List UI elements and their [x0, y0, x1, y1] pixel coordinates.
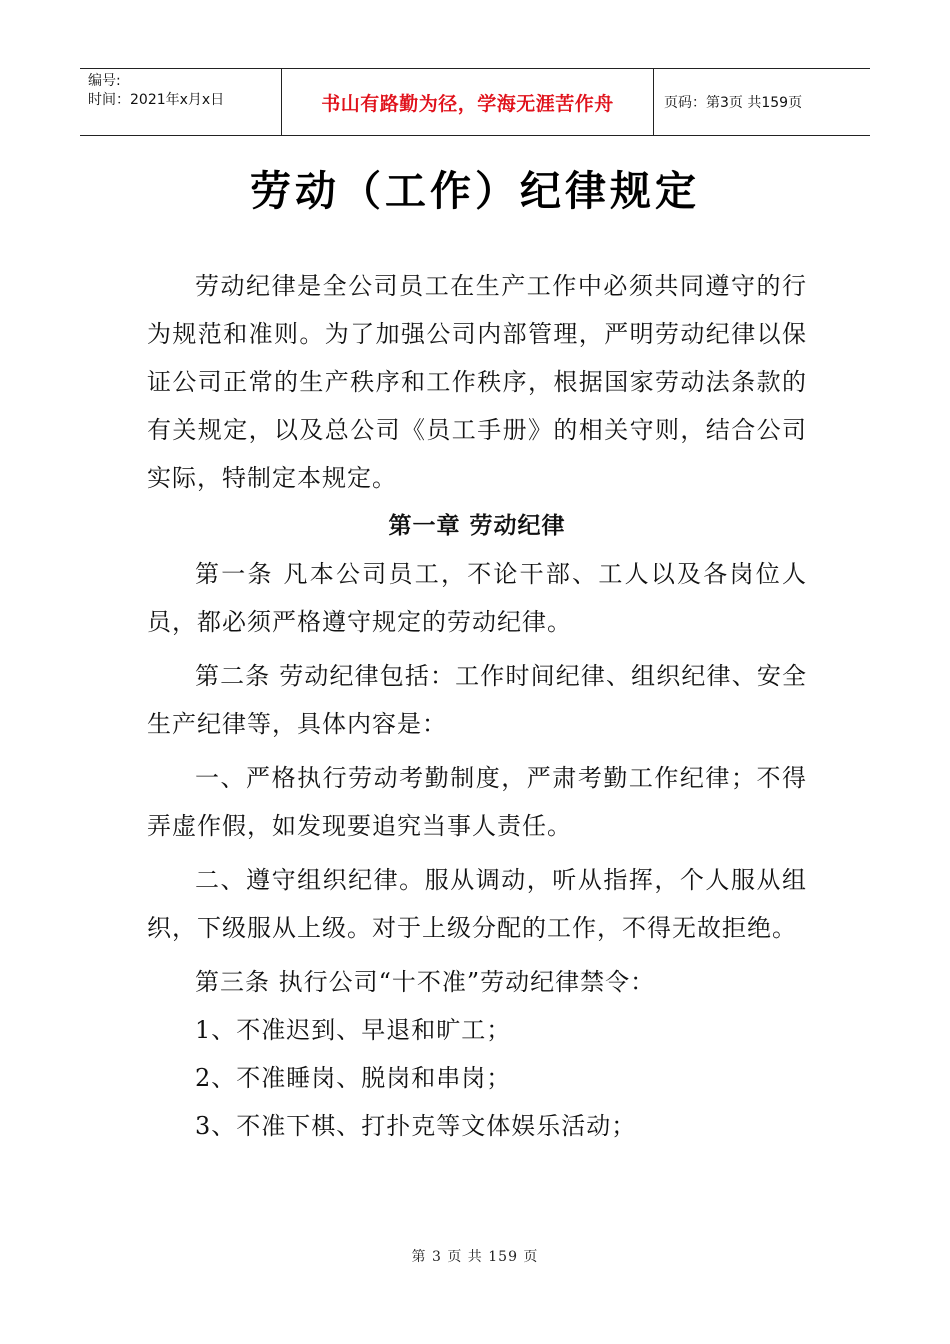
article-3: 第三条 执行公司“十不准”劳动纪律禁令：: [195, 968, 656, 996]
document-body: [147, 262, 807, 1150]
header-motto: 书山有路勤为径，学海无涯苦作舟: [282, 69, 654, 135]
document-title: 劳动（工作）纪律规定: [250, 167, 700, 215]
ban-item-2: 2、不准睡岗、脱岗和串岗；: [195, 1064, 512, 1092]
header-meta: [80, 69, 282, 135]
ban-item-3: 3、不准下棋、打扑克等文体娱乐活动；: [195, 1112, 637, 1140]
header-page-info: 页码：第3页 共159页: [664, 95, 803, 111]
page-header: [80, 68, 870, 136]
article-2-item-1: 一、严格执行劳动考勤制度，严肃考勤工作纪律；不得弄虚作假，如发现要追究当事人责任。: [147, 764, 807, 840]
ban-item-1: 1、不准迟到、早退和旷工；: [195, 1016, 512, 1044]
article-2: 第二条 劳动纪律包括：工作时间纪律、组织纪律、安全生产纪律等，具体内容是：: [147, 662, 807, 738]
chapter-heading: 第一章 劳动纪律: [388, 513, 566, 539]
document-number-label: 编号:: [88, 73, 121, 89]
intro-paragraph: 劳动纪律是全公司员工在生产工作中必须共同遵守的行为规范和准则。为了加强公司内部管理，严明劳动纪律以保证公司正常的生产秩序和工作秩序，根据国家劳动法条款的有关规定，以及总公司《员工手册》的相关守则，结合公司实际，特制定本规定。: [147, 272, 807, 492]
document-time-label: 时间：2021年x月x日: [88, 92, 225, 108]
page-footer: 第 3 页 共 159 页: [411, 1249, 539, 1265]
article-1: 第一条 凡本公司员工，不论干部、工人以及各岗位人员，都必须严格遵守规定的劳动纪律。: [147, 560, 807, 636]
article-2-item-2: 二、遵守组织纪律。服从调动，听从指挥，个人服从组织，下级服从上级。对于上级分配的工作，不得无故拒绝。: [147, 866, 807, 942]
